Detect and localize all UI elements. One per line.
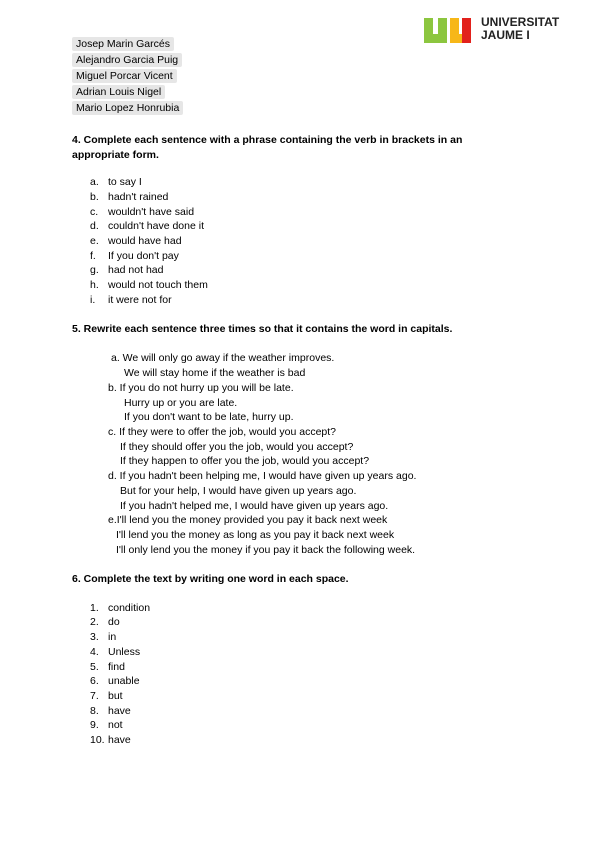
answer-line: I'll lend you the money as long as you pay it back next week xyxy=(116,529,395,541)
university-logo xyxy=(424,14,574,48)
answer-line: d. If you hadn't been helping me, I would have given up years ago. xyxy=(108,470,417,482)
author-name: Josep Marin Garcés xyxy=(72,37,174,51)
answer-line: b. If you do not hurry up you will be late. xyxy=(108,382,294,394)
answer-line: I'll only lend you the money if you pay it back the following week. xyxy=(116,544,416,556)
author-name: Miguel Porcar Vicent xyxy=(72,69,177,83)
answer-line: We will stay home if the weather is bad xyxy=(124,367,306,379)
logo-text-line1: UNIVERSITAT xyxy=(481,15,560,29)
logo-text-line2: JAUME I xyxy=(481,28,530,42)
answer-line: If they should offer you the job, would you accept? xyxy=(120,441,354,453)
author-name: Mario Lopez Honrubia xyxy=(72,101,183,115)
answer-line: If they happen to offer you the job, would you accept? xyxy=(120,455,370,467)
author-name: Adrian Louis Nigel xyxy=(72,85,165,99)
section-6-title: 6. Complete the text by writing one word in each space. xyxy=(72,573,349,585)
answer-line: e.I'll lend you the money provided you pay it back next week xyxy=(108,514,388,526)
author-name: Alejandro Garcia Puig xyxy=(72,53,182,67)
section-4-title: 4. Complete each sentence with a phrase containing the verb in brackets in an appropriate form. xyxy=(72,134,463,161)
answer-line: c. If they were to offer the job, would you accept? xyxy=(108,426,337,438)
answer-line: If you hadn't helped me, I would have given up years ago. xyxy=(120,500,389,512)
answer-line: But for your help, I would have given up years ago. xyxy=(120,485,357,497)
answer-line: Hurry up or you are late. xyxy=(124,397,238,409)
answer-line: a. We will only go away if the weather improves. xyxy=(111,352,335,364)
answer-line: If you don't want to be late, hurry up. xyxy=(124,411,294,423)
section-5-title: 5. Rewrite each sentence three times so that it contains the word in capitals. xyxy=(72,323,453,335)
